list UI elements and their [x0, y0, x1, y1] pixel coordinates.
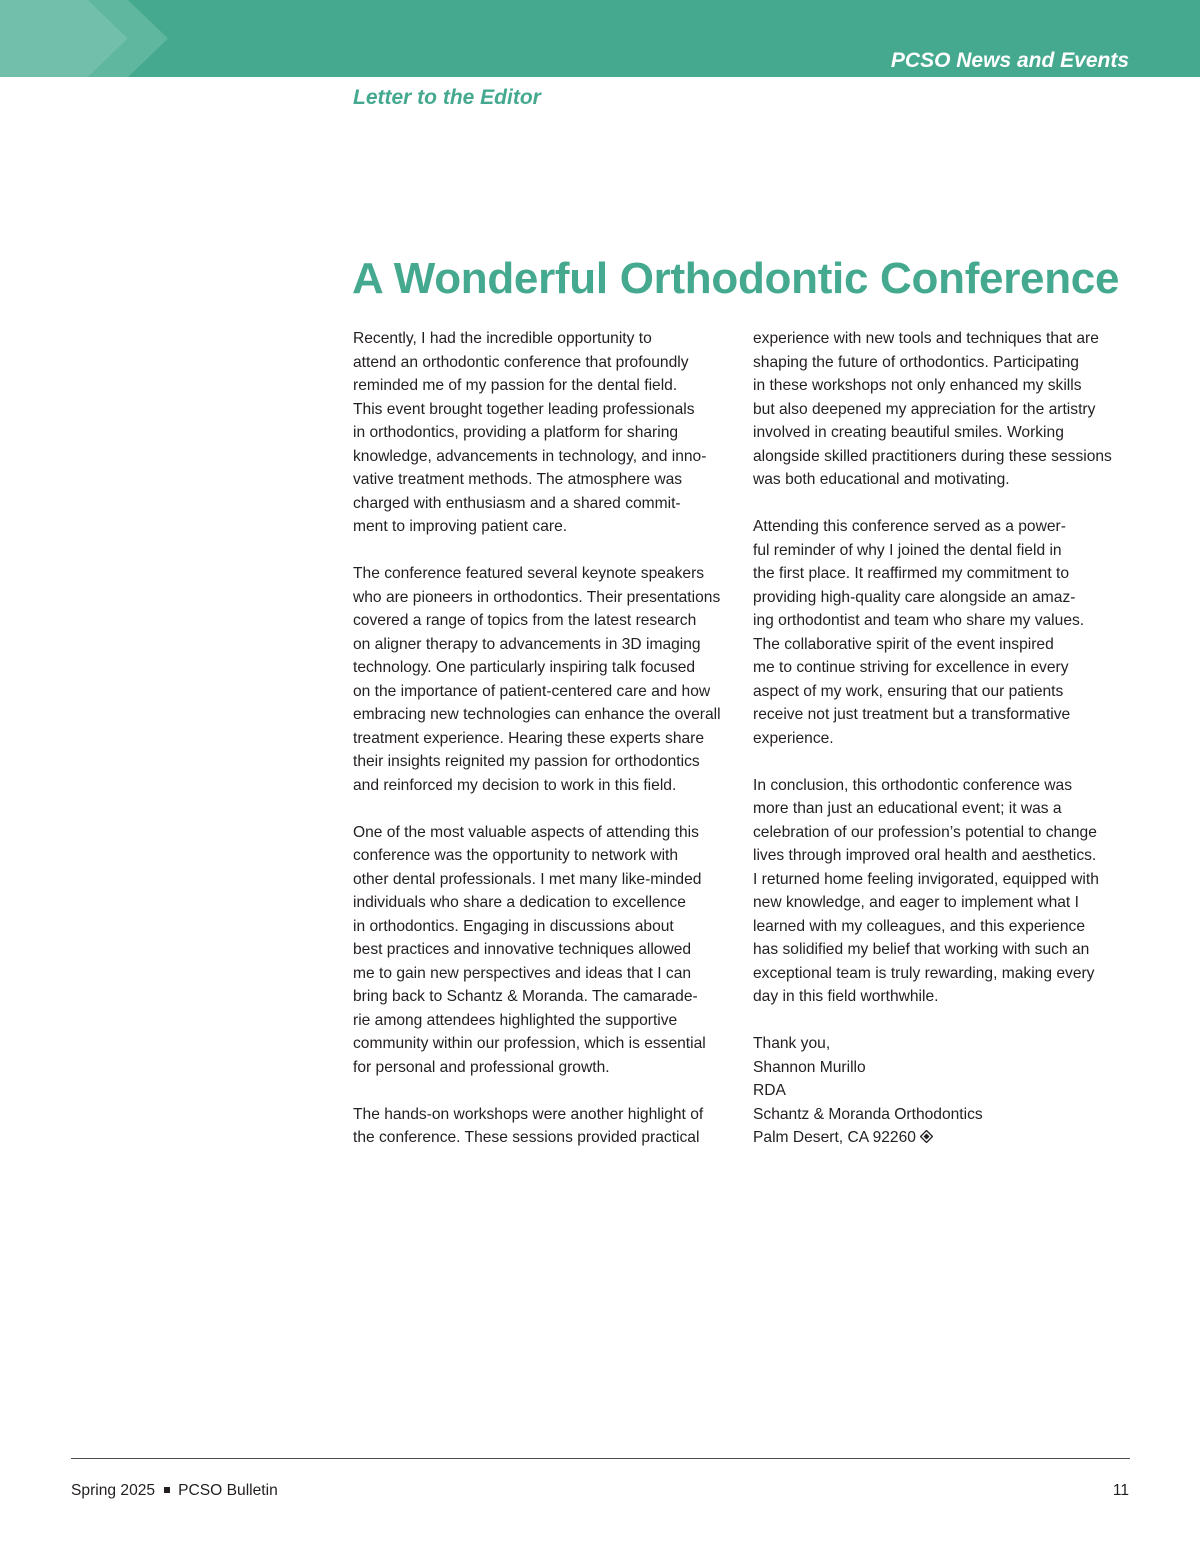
section-title: PCSO News and Events	[890, 49, 1129, 72]
article-line: aspect of my work, ensuring that our patients	[753, 682, 1064, 700]
article-line: but also deepened my appreciation for the artistry	[753, 400, 1096, 418]
footer-issue-info	[71, 1481, 278, 1501]
article-line: providing high-quality care alongside an amaz-	[753, 588, 1076, 606]
article-line: their insights reignited my passion for orthodontics	[353, 753, 700, 770]
article-line: best practices and innovative techniques allowed	[353, 941, 692, 958]
article-line: has solidified my belief that working with such an	[753, 941, 1090, 958]
article-line: Palm Desert, CA 92260	[753, 1126, 1131, 1150]
article-line: learned with my colleagues, and this experience	[753, 917, 1085, 935]
article-line: and reinforced my decision to work in this field.	[353, 776, 677, 794]
article-line: embracing new technologies can enhance the overall	[353, 706, 721, 723]
article-line: vative treatment methods. The atmosphere was	[353, 471, 683, 488]
article-line: in these workshops not only enhanced my skills	[753, 377, 1082, 394]
paragraph-gap	[753, 1009, 1131, 1033]
article-column-left	[353, 327, 731, 1150]
article-line: new knowledge, and eager to implement what I	[753, 894, 1079, 911]
article-line: ing orthodontist and team who share my values.	[753, 612, 1085, 629]
article-line: experience.	[753, 729, 834, 747]
footer-publication: PCSO Bulletin	[178, 1482, 278, 1499]
article-line: me to continue striving for excellence in every	[753, 659, 1069, 676]
article-line: rie among attendees highlighted the supportive	[353, 1011, 678, 1029]
article-line: on aligner therapy to advancements in 3D imaging	[353, 635, 701, 653]
article-line: Schantz & Moranda Orthodontics	[753, 1105, 983, 1123]
article-line: for personal and professional growth.	[353, 1058, 610, 1076]
footer-divider	[71, 1458, 1130, 1459]
article-line: day in this field worthwhile.	[753, 988, 939, 1005]
article-line: charged with enthusiasm and a shared commit-	[353, 494, 681, 512]
article-line: The hands-on workshops were another highlight of	[353, 1105, 704, 1123]
article-line: more than just an educational event; it was a	[753, 800, 1062, 817]
article-line: involved in creating beautiful smiles. Working	[753, 424, 1064, 441]
article-line: Shannon Murillo	[753, 1058, 866, 1076]
article-line: shaping the future of orthodontics. Participating	[753, 353, 1079, 371]
article-line: on the importance of patient-centered care and how	[353, 682, 711, 700]
article-line: celebration of our profession’s potential to change	[753, 823, 1097, 841]
article-line: alongside skilled practitioners during these sessions	[753, 447, 1112, 465]
chevron-decoration-icon	[0, 0, 200, 77]
paragraph-gap	[353, 797, 731, 821]
article-line: was both educational and motivating.	[753, 471, 1010, 488]
article-line: exceptional team is truly rewarding, making every	[753, 964, 1095, 982]
article-column-right	[753, 327, 1131, 1150]
article-line: lives through improved oral health and aesthetics.	[753, 847, 1097, 864]
article-line: treatment experience. Hearing these experts share	[353, 729, 705, 747]
article-line: One of the most valuable aspects of attending this	[353, 823, 699, 841]
article-line: in orthodontics, providing a platform for sharing	[353, 424, 679, 441]
article-line: experience with new tools and techniques that are	[753, 330, 1099, 347]
paragraph-gap	[353, 1079, 731, 1103]
article-line: Attending this conference served as a power-	[753, 518, 1066, 535]
article-line: knowledge, advancements in technology, and inno-	[353, 447, 707, 465]
page-number: 11	[1112, 1482, 1129, 1499]
article-kicker: Letter to the Editor	[353, 86, 541, 109]
article-line: ment to improving patient care.	[353, 518, 568, 535]
article-line: the conference. These sessions provided practical	[353, 1129, 700, 1146]
diamond-end-icon	[920, 1130, 933, 1143]
paragraph-gap	[353, 539, 731, 563]
footer-issue: Spring 2025	[71, 1482, 156, 1499]
article-line: The conference featured several keynote speakers	[353, 565, 705, 582]
paragraph-gap	[753, 750, 1131, 774]
article-line: Recently, I had the incredible opportunity to	[353, 330, 652, 347]
article-line: RDA	[753, 1082, 786, 1099]
article-line: community within our profession, which is essential	[353, 1035, 706, 1052]
article-line: This event brought together leading professionals	[353, 400, 695, 418]
article-line: the first place. It reaffirmed my commitment to	[753, 565, 1070, 582]
article-line: I returned home feeling invigorated, equipped with	[753, 870, 1099, 888]
article-line: individuals who share a dedication to excellence	[353, 894, 686, 911]
article-line: The collaborative spirit of the event inspired	[753, 635, 1054, 653]
article-line: covered a range of topics from the latest research	[353, 612, 697, 629]
article-line: ful reminder of why I joined the dental field in	[753, 541, 1062, 559]
article-line: In conclusion, this orthodontic conference was	[753, 776, 1072, 794]
article-line: other dental professionals. I met many like-minded	[353, 870, 702, 888]
article-line: reminded me of my passion for the dental field.	[353, 377, 678, 394]
article-line: Thank you,	[753, 1035, 831, 1052]
header-banner	[0, 0, 1200, 77]
article-line: technology. One particularly inspiring talk focused	[353, 659, 696, 676]
paragraph-gap	[753, 492, 1131, 516]
article-line: attend an orthodontic conference that profoundly	[353, 353, 689, 371]
article-line: me to gain new perspectives and ideas that I can	[353, 964, 692, 982]
article-line: conference was the opportunity to network with	[353, 847, 679, 864]
bullet-separator-icon	[164, 1487, 170, 1493]
article-line: in orthodontics. Engaging in discussions about	[353, 917, 674, 935]
article-line: receive not just treatment but a transformative	[753, 706, 1071, 723]
article-title: A Wonderful Orthodontic Conference	[352, 254, 1120, 303]
article-line: who are pioneers in orthodontics. Their presentations	[353, 588, 721, 606]
article-line: bring back to Schantz & Moranda. The camarade-	[353, 988, 698, 1005]
